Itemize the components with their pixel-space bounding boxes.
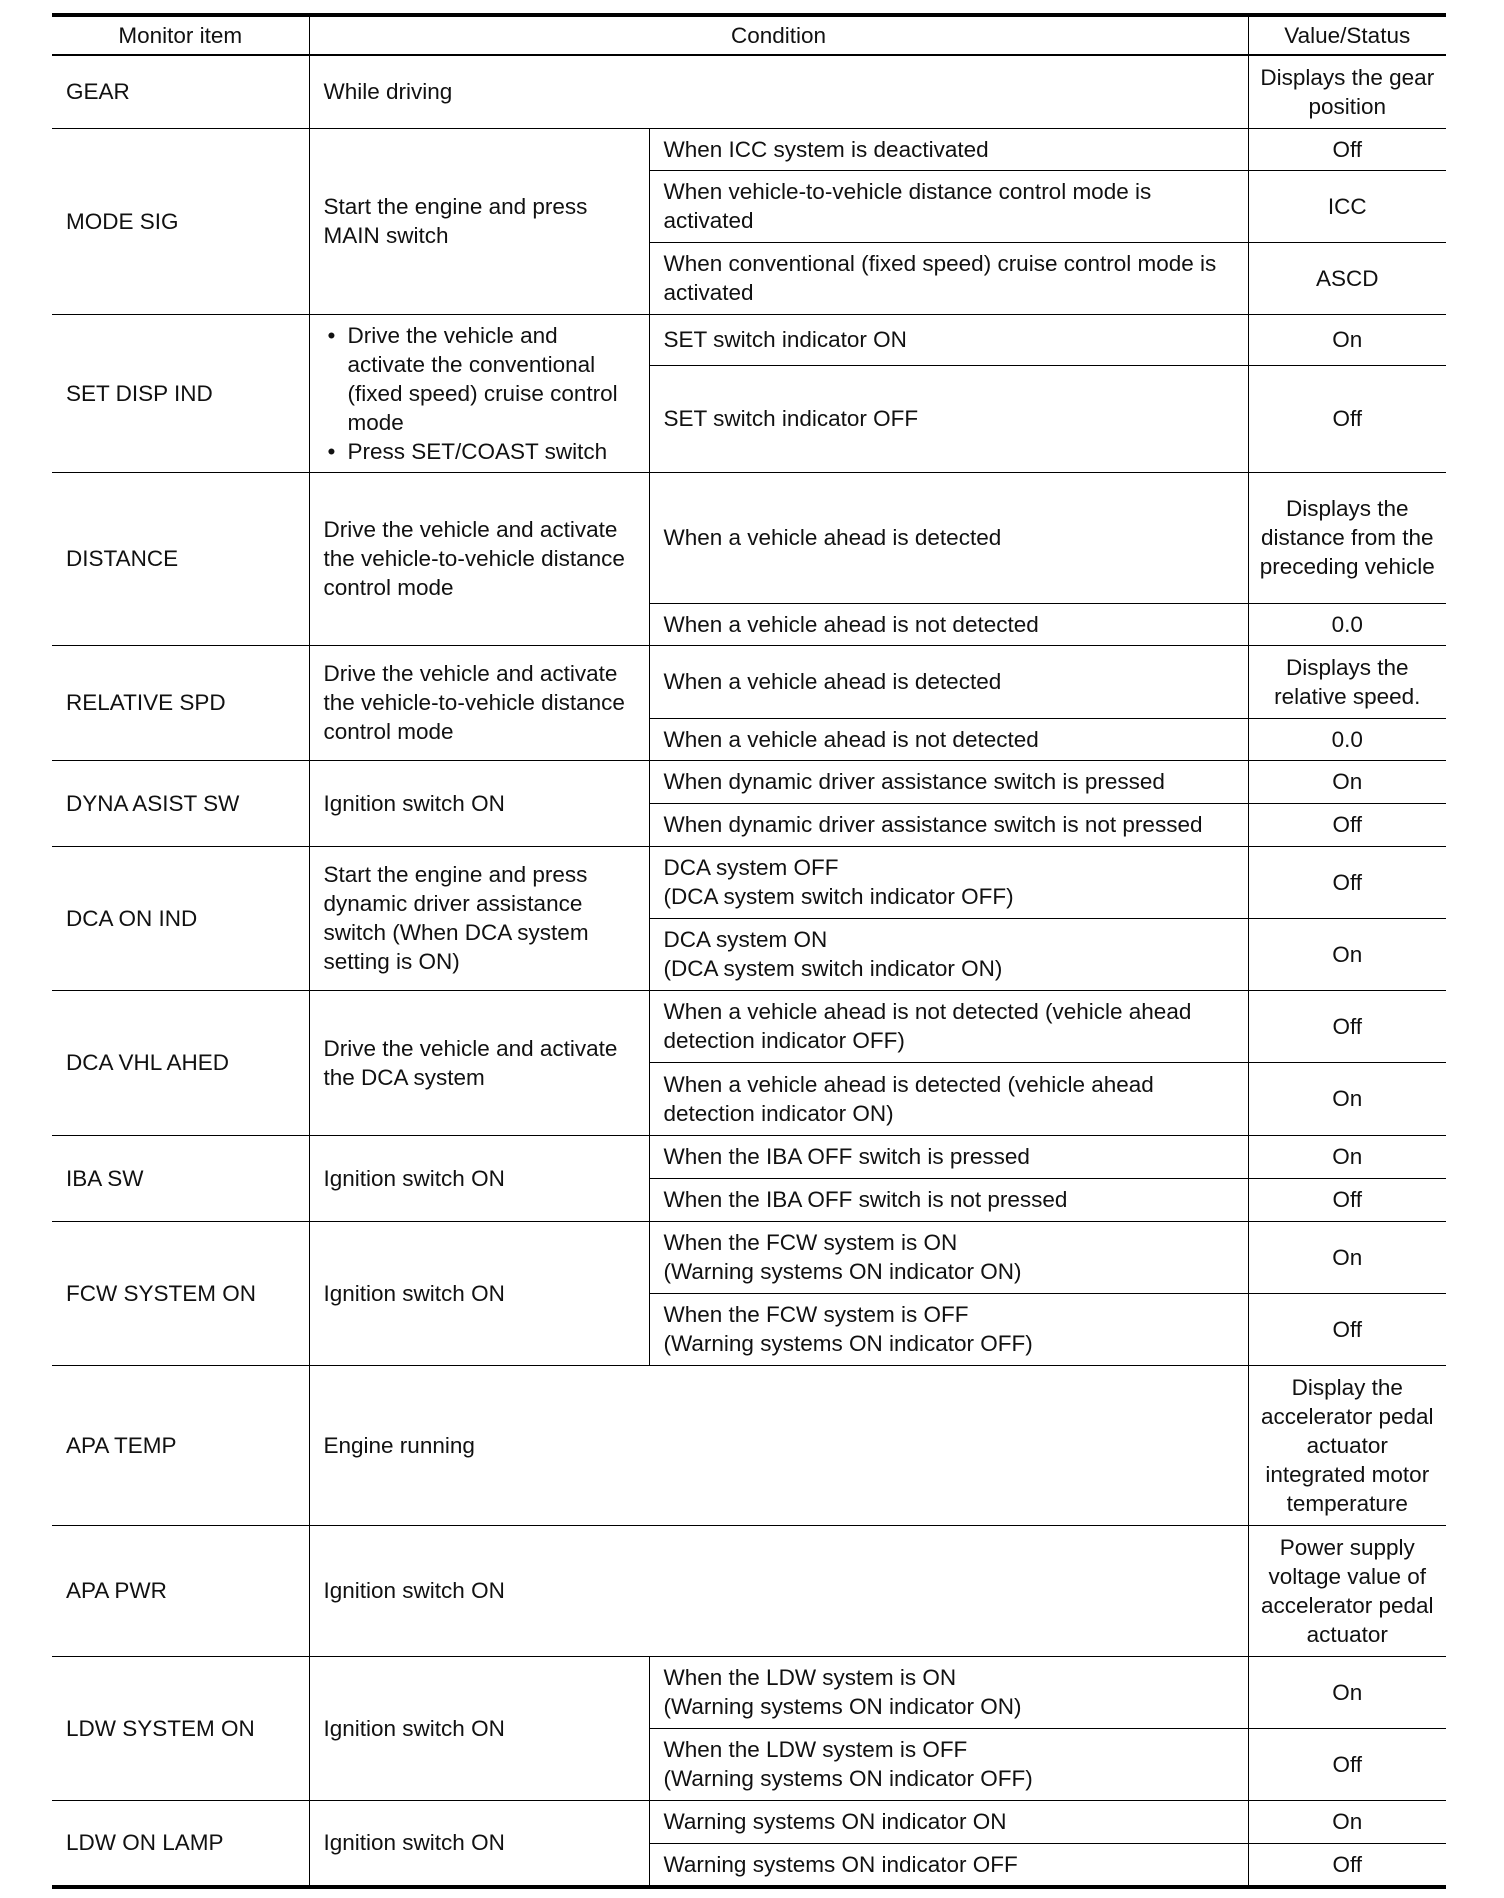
sub-condition-cell: When dynamic driver assistance switch is pressed	[649, 760, 1248, 803]
monitor-item-table	[52, 13, 1446, 1889]
sub-condition-cell: When conventional (fixed speed) cruise control mode is activated	[649, 242, 1248, 314]
value-cell: On	[1248, 1221, 1446, 1293]
monitor-item-cell: APA PWR	[52, 1525, 309, 1656]
value-cell: ASCD	[1248, 242, 1446, 314]
condition-cell: While driving	[309, 55, 1248, 128]
header-condition: Condition	[309, 15, 1248, 55]
monitor-item-cell: SET DISP IND	[52, 314, 309, 472]
table-row	[52, 1135, 1446, 1178]
monitor-item-cell: DISTANCE	[52, 472, 309, 645]
sub-condition-cell: When the IBA OFF switch is not pressed	[649, 1178, 1248, 1221]
sub-condition-line: (Warning systems ON indicator OFF)	[663, 1331, 1033, 1356]
sub-condition-cell: Warning systems ON indicator ON	[649, 1800, 1248, 1843]
sub-condition-line: DCA system OFF	[663, 855, 839, 880]
sub-condition-cell	[649, 1656, 1248, 1728]
header-monitor-item: Monitor item	[52, 15, 309, 55]
sub-condition-cell: When a vehicle ahead is not detected	[649, 718, 1248, 760]
header-value-status: Value/Status	[1248, 15, 1446, 55]
sub-condition-line: (Warning systems ON indicator ON)	[663, 1259, 1022, 1284]
monitor-item-cell: APA TEMP	[52, 1365, 309, 1525]
monitor-item-cell: MODE SIG	[52, 128, 309, 314]
sub-condition-cell: When the IBA OFF switch is pressed	[649, 1135, 1248, 1178]
sub-condition-line: (Warning systems ON indicator ON)	[663, 1694, 1022, 1719]
bullet-item: • Drive the vehicle and activate the conventional (fixed speed) cruise control mode	[324, 321, 635, 437]
monitor-item-cell: FCW SYSTEM ON	[52, 1221, 309, 1365]
table-row	[52, 760, 1446, 803]
condition-cell	[309, 314, 649, 472]
value-cell: On	[1248, 1800, 1446, 1843]
sub-condition-cell: SET switch indicator ON	[649, 314, 1248, 365]
sub-condition-cell: When a vehicle ahead is not detected	[649, 603, 1248, 645]
table-row	[52, 645, 1446, 718]
sub-condition-cell	[649, 918, 1248, 990]
sub-condition-line: When the LDW system is ON	[663, 1665, 957, 1690]
table-row	[52, 472, 1446, 603]
condition-cell: Drive the vehicle and activate the vehicle-to-vehicle distance control mode	[309, 645, 649, 760]
monitor-item-cell: IBA SW	[52, 1135, 309, 1221]
monitor-item-cell: DCA ON IND	[52, 846, 309, 990]
table-header-row	[52, 15, 1446, 55]
value-cell: On	[1248, 918, 1446, 990]
condition-cell: Ignition switch ON	[309, 1800, 649, 1887]
value-cell: Off	[1248, 990, 1446, 1062]
bullet-item: • Press SET/COAST switch	[324, 437, 635, 466]
sub-condition-cell	[649, 1221, 1248, 1293]
monitor-item-cell: RELATIVE SPD	[52, 645, 309, 760]
condition-cell: Start the engine and press MAIN switch	[309, 128, 649, 314]
sub-condition-cell: When a vehicle ahead is detected	[649, 645, 1248, 718]
table-row	[52, 846, 1446, 918]
value-cell: 0.0	[1248, 718, 1446, 760]
table-row	[52, 1221, 1446, 1293]
table-row	[52, 990, 1446, 1062]
value-cell: 0.0	[1248, 603, 1446, 645]
value-cell: Display the accelerator pedal actuator integrated motor temperature	[1248, 1365, 1446, 1525]
sub-condition-cell	[649, 846, 1248, 918]
table-row	[52, 1800, 1446, 1843]
value-cell: Off	[1248, 365, 1446, 472]
sub-condition-cell: When ICC system is deactivated	[649, 128, 1248, 170]
sub-condition-cell	[649, 1293, 1248, 1365]
value-cell: Off	[1248, 128, 1446, 170]
value-cell: Off	[1248, 1843, 1446, 1887]
value-cell: Displays the gear position	[1248, 55, 1446, 128]
document-page	[52, 13, 1446, 1889]
sub-condition-cell: When vehicle-to-vehicle distance control mode is activated	[649, 170, 1248, 242]
sub-condition-cell: SET switch indicator OFF	[649, 365, 1248, 472]
value-cell: Off	[1248, 1728, 1446, 1800]
value-cell: Off	[1248, 803, 1446, 846]
monitor-item-cell: LDW ON LAMP	[52, 1800, 309, 1887]
sub-condition-line: (Warning systems ON indicator OFF)	[663, 1766, 1033, 1791]
sub-condition-line: When the FCW system is OFF	[663, 1302, 969, 1327]
condition-bullet-list	[324, 321, 635, 466]
condition-cell: Ignition switch ON	[309, 760, 649, 846]
condition-cell: Start the engine and press dynamic driver assistance switch (When DCA system setting is ON)	[309, 846, 649, 990]
sub-condition-line: (DCA system switch indicator ON)	[663, 956, 1003, 981]
value-cell: Off	[1248, 1293, 1446, 1365]
sub-condition-line: (DCA system switch indicator OFF)	[663, 884, 1014, 909]
condition-cell: Ignition switch ON	[309, 1135, 649, 1221]
value-cell: ICC	[1248, 170, 1446, 242]
table-row	[52, 1365, 1446, 1525]
value-cell: Power supply voltage value of accelerator pedal actuator	[1248, 1525, 1446, 1656]
value-cell: On	[1248, 314, 1446, 365]
value-cell: Off	[1248, 846, 1446, 918]
condition-cell: Ignition switch ON	[309, 1656, 649, 1800]
value-cell: Displays the relative speed.	[1248, 645, 1446, 718]
value-cell: Displays the distance from the preceding vehicle	[1248, 472, 1446, 603]
value-cell: On	[1248, 1135, 1446, 1178]
value-cell: On	[1248, 1062, 1446, 1135]
value-cell: On	[1248, 760, 1446, 803]
monitor-item-cell: GEAR	[52, 55, 309, 128]
table-row	[52, 128, 1446, 170]
value-cell: On	[1248, 1656, 1446, 1728]
sub-condition-line: DCA system ON	[663, 927, 828, 952]
monitor-item-cell: LDW SYSTEM ON	[52, 1656, 309, 1800]
table-row	[52, 1525, 1446, 1656]
table-row	[52, 1656, 1446, 1728]
sub-condition-cell: When a vehicle ahead is detected (vehicle ahead detection indicator ON)	[649, 1062, 1248, 1135]
sub-condition-line: When the LDW system is OFF	[663, 1737, 968, 1762]
sub-condition-cell: When dynamic driver assistance switch is not pressed	[649, 803, 1248, 846]
monitor-item-cell: DCA VHL AHED	[52, 990, 309, 1135]
table-row	[52, 314, 1446, 365]
table-row	[52, 55, 1446, 128]
value-cell: Off	[1248, 1178, 1446, 1221]
condition-cell: Engine running	[309, 1365, 1248, 1525]
condition-cell: Ignition switch ON	[309, 1221, 649, 1365]
condition-cell: Drive the vehicle and activate the DCA system	[309, 990, 649, 1135]
sub-condition-line: When the FCW system is ON	[663, 1230, 958, 1255]
sub-condition-cell: When a vehicle ahead is not detected (vehicle ahead detection indicator OFF)	[649, 990, 1248, 1062]
monitor-item-cell: DYNA ASIST SW	[52, 760, 309, 846]
sub-condition-cell: Warning systems ON indicator OFF	[649, 1843, 1248, 1887]
condition-cell: Ignition switch ON	[309, 1525, 1248, 1656]
sub-condition-cell: When a vehicle ahead is detected	[649, 472, 1248, 603]
condition-cell: Drive the vehicle and activate the vehicle-to-vehicle distance control mode	[309, 472, 649, 645]
sub-condition-cell	[649, 1728, 1248, 1800]
